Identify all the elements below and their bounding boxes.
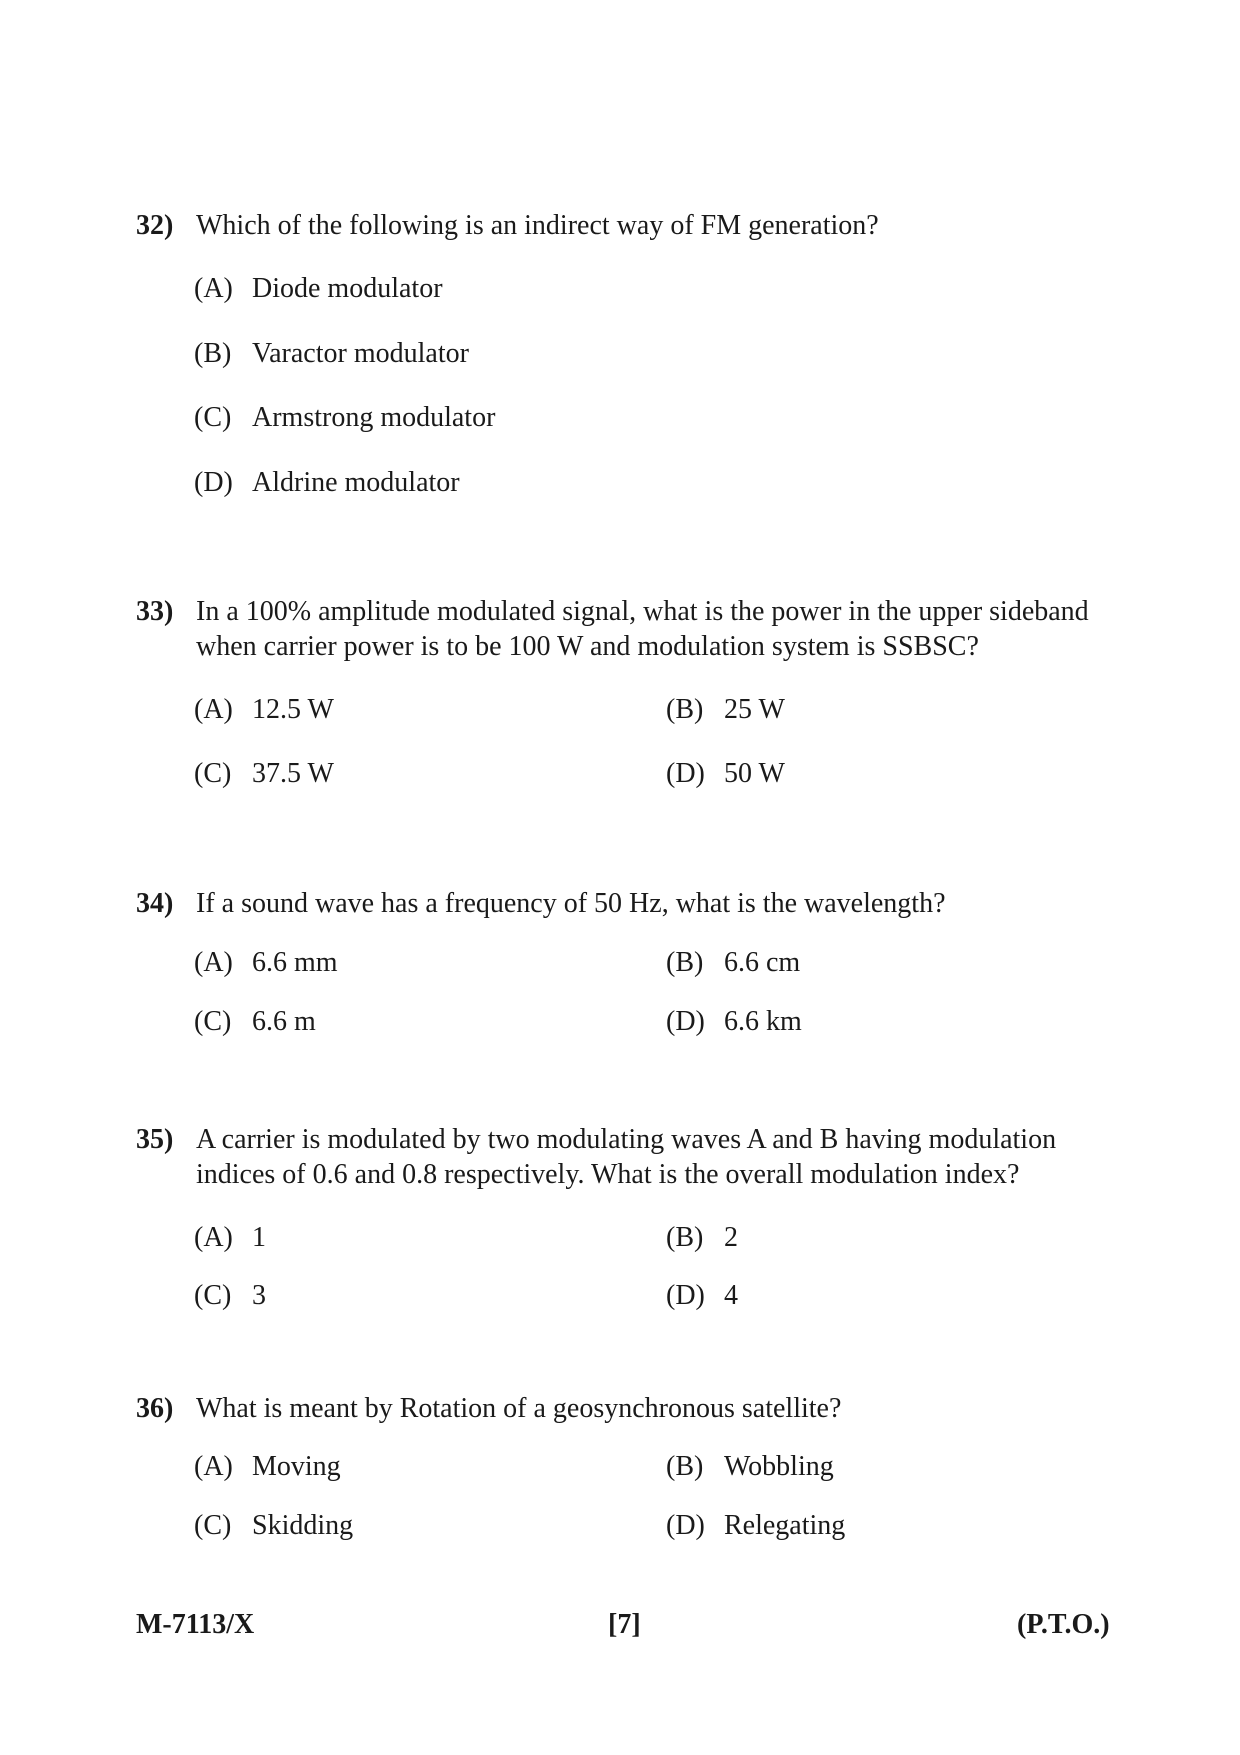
question-number: 33) [136,596,174,627]
option-text: 50 W [724,758,785,789]
question-33 [136,594,1096,664]
question-text: A carrier is modulated by two modulating waves A and B having modulation indices of 0.6 and 0.8 respectively. What is the overall modulation index? [196,1124,1057,1190]
option-text: Wobbling [724,1451,834,1482]
footer-code: M-7113/X [136,1609,255,1640]
option-b [666,1450,834,1484]
option-text: Aldrine modulator [252,467,460,498]
option-b [666,946,800,980]
option-text: 25 W [724,694,785,725]
option-text: Moving [252,1451,341,1482]
question-number: 36) [136,1393,174,1424]
option-text: 4 [724,1280,738,1311]
option-label: (B) [666,947,704,978]
option-label: (C) [194,1006,232,1037]
option-label: (B) [194,338,232,369]
option-text: 6.6 km [724,1006,802,1037]
option-d [666,1509,845,1543]
option-label: (D) [666,1006,705,1037]
option-b [666,1221,738,1255]
option-text: 6.6 m [252,1006,316,1037]
option-label: (C) [194,758,232,789]
option-c [194,757,334,791]
option-text: Armstrong modulator [252,402,496,433]
option-b [194,337,469,371]
option-d [666,757,785,791]
option-label: (A) [194,694,233,725]
pto-label: (P.T.O.) [1017,1609,1110,1640]
option-text: 1 [252,1222,266,1253]
question-34 [136,886,1096,921]
option-text: 12.5 W [252,694,334,725]
option-a [194,693,334,727]
option-label: (B) [666,1451,704,1482]
option-c [194,1509,353,1543]
option-c [194,1279,266,1313]
option-text: 2 [724,1222,738,1253]
page-number: [7] [608,1609,641,1640]
option-label: (B) [666,1222,704,1253]
question-35 [136,1122,1096,1192]
option-label: (D) [666,1280,705,1311]
option-text: Diode modulator [252,273,443,304]
option-text: 6.6 mm [252,947,338,978]
question-32 [136,208,1096,243]
option-text: Skidding [252,1510,354,1541]
option-label: (C) [194,402,232,433]
option-text: 6.6 cm [724,947,801,978]
question-number: 32) [136,210,174,241]
option-a [194,1221,266,1255]
option-d [666,1279,738,1313]
option-label: (C) [194,1510,232,1541]
option-label: (A) [194,1451,233,1482]
option-label: (A) [194,947,233,978]
option-label: (A) [194,1222,233,1253]
option-label: (B) [666,694,704,725]
option-text: Varactor modulator [252,338,469,369]
option-a [194,1450,341,1484]
option-label: (A) [194,273,233,304]
question-text: Which of the following is an indirect way of FM generation? [196,210,879,241]
option-c [194,1005,316,1039]
option-label: (D) [666,1510,705,1541]
option-d [194,466,460,500]
question-text: If a sound wave has a frequency of 50 Hz, what is the wavelength? [196,888,946,919]
question-number: 35) [136,1124,174,1155]
option-b [666,693,785,727]
option-text: 3 [252,1280,266,1311]
question-36 [136,1391,1096,1426]
question-number: 34) [136,888,174,919]
option-a [194,946,338,980]
option-label: (D) [194,467,233,498]
question-text: What is meant by Rotation of a geosynchronous satellite? [196,1393,842,1424]
option-label: (C) [194,1280,232,1311]
option-a [194,272,443,306]
option-text: 37.5 W [252,758,334,789]
option-c [194,401,495,435]
option-text: Relegating [724,1510,846,1541]
question-text: In a 100% amplitude modulated signal, what is the power in the upper sideband when carrier power is to be 100 W and modulation system is SSBSC? [196,596,1089,662]
option-label: (D) [666,758,705,789]
option-d [666,1005,802,1039]
